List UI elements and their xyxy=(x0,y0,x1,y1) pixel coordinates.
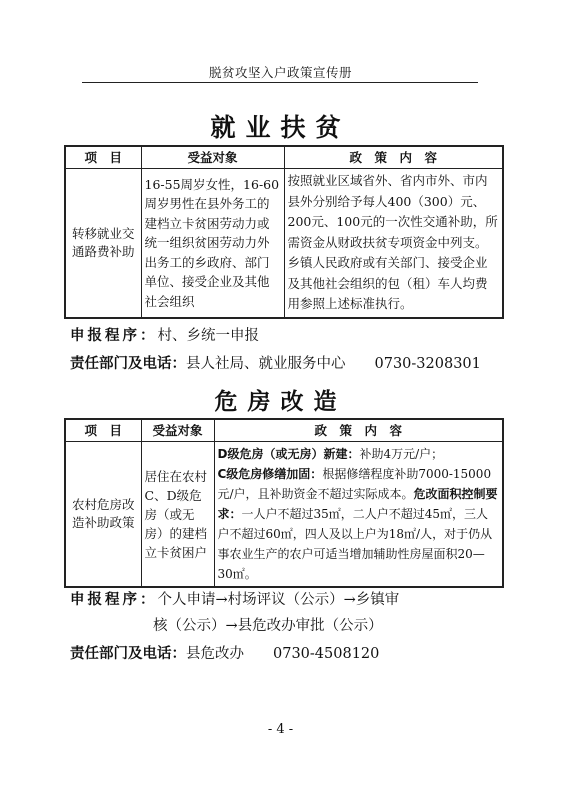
table-cell-item: 农村危房改造补助政策 xyxy=(65,442,141,588)
contact-label: 责任部门及电话： xyxy=(70,646,186,662)
column-header-item: 项 目 xyxy=(65,146,141,169)
section-title-housing: 危房改造 xyxy=(214,388,347,415)
column-header-policy: 政 策 内 容 xyxy=(284,146,503,169)
policy-c-text: 根据修缮程度补助7000-15000元/户，且补助资金不超过实际成本。 xyxy=(217,467,492,501)
column-header-item: 项 目 xyxy=(65,419,141,442)
table-cell-beneficiary: 16-55周岁女性，16-60周岁男性在县外务工的建档立卡贫困劳动力或统一组织贫困劳动力外出务工的乡政府、部门单位、接受企业及其他社会组织 xyxy=(141,169,284,318)
contact-line-employment xyxy=(70,352,481,373)
employment-policy-table xyxy=(64,145,504,319)
table-cell-policy: 按照就业区域省外、省内市外、市内县外分别给予每人400（300）元、200元、100元的一次性交通补助，所需资金从财政扶贫专项资金中列支。乡镇人民政府或有关部门、接受企业及其他社会组织的包（租）车人均费用参照上述标准执行。 xyxy=(284,169,503,318)
procedure-line-employment xyxy=(70,324,259,345)
contact-text: 县危改办 0730-4508120 xyxy=(186,646,380,662)
procedure-text-line2: 核（公示）→县危改办审批（公示） xyxy=(153,618,383,634)
section-title-employment: 就业扶贫 xyxy=(210,113,351,142)
policy-area-text: 一人户不超过35㎡，二人户不超过45㎡，三人户不超过60㎡，四人及以上户为18㎡/人，对于仍从事农业生产的农户可适当增加辅助性房屋面积20—30㎡。 xyxy=(217,507,493,581)
column-header-policy: 政 策 内 容 xyxy=(214,419,503,442)
procedure-line-housing xyxy=(70,588,399,609)
contact-line-housing xyxy=(70,642,379,663)
contact-text: 县人社局、就业服务中心 0730-3208301 xyxy=(186,356,481,372)
procedure-line-housing-2 xyxy=(153,614,383,635)
document-header: 脱贫攻坚入户政策宣传册 xyxy=(208,65,352,80)
table-cell-beneficiary: 居住在农村C、D级危房（或无房）的建档立卡贫困户 xyxy=(141,442,214,588)
column-header-beneficiary: 受益对象 xyxy=(141,419,214,442)
housing-policy-table xyxy=(64,418,504,588)
page-number: - 4 - xyxy=(267,722,294,737)
procedure-label: 申报程序： xyxy=(70,592,158,608)
policy-c-label: C级危房修缮加固： xyxy=(217,467,323,481)
header-divider xyxy=(82,82,478,83)
policy-d-text: 补助4万元/户； xyxy=(359,447,444,461)
contact-label: 责任部门及电话： xyxy=(70,356,186,372)
table-cell-item: 转移就业交通路费补助 xyxy=(65,169,141,318)
table-cell-policy xyxy=(214,442,503,588)
procedure-label: 申报程序： xyxy=(70,328,158,344)
procedure-text: 村、乡统一申报 xyxy=(157,328,259,344)
policy-d-label: D级危房（或无房）新建： xyxy=(217,447,360,461)
column-header-beneficiary: 受益对象 xyxy=(141,146,284,169)
procedure-text-line1: 个人申请→村场评议（公示）→乡镇审 xyxy=(157,592,400,608)
policy-area-label: 危改面积控制要求： xyxy=(217,487,498,521)
